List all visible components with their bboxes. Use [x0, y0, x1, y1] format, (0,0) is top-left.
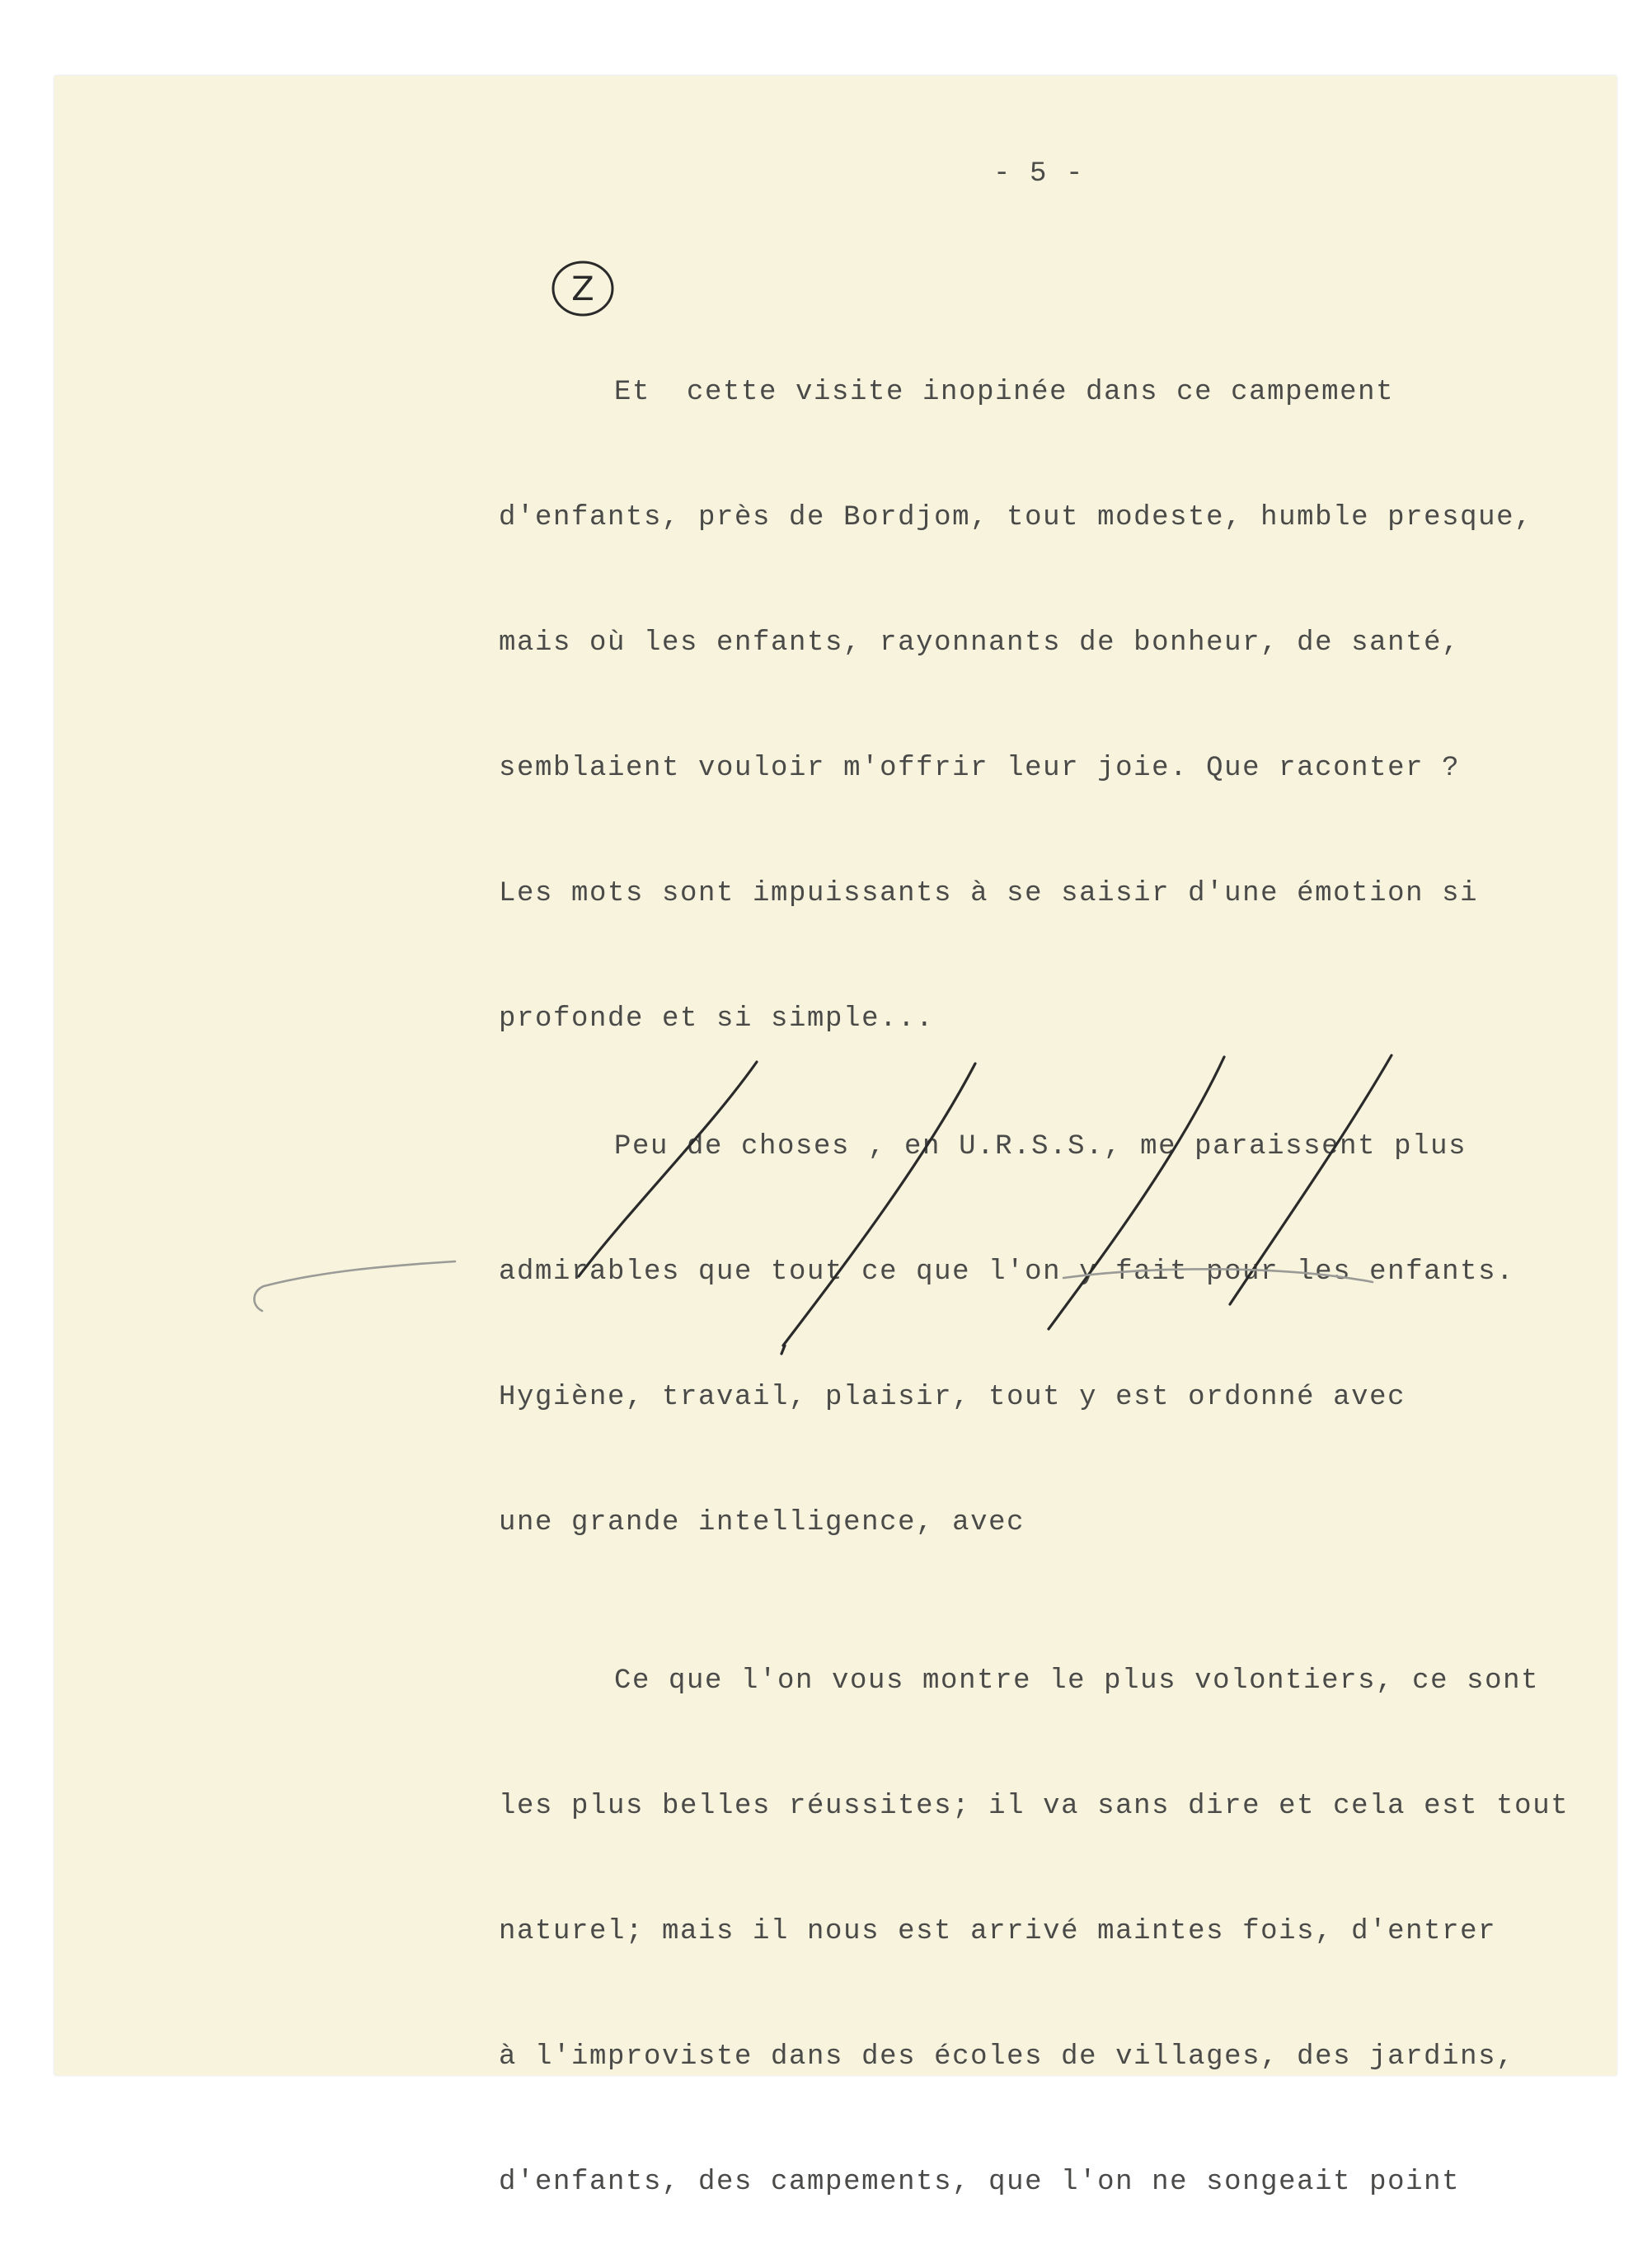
circled-letter: Z: [571, 270, 594, 308]
text-line: Les mots sont impuissants à se saisir d'une émotion si: [499, 878, 1479, 909]
page-number: - 5 -: [993, 158, 1085, 190]
text-line: admirables que tout ce que l'on y fait pour les enfants.: [499, 1256, 1515, 1288]
paragraph-1: [499, 298, 1532, 1082]
text-line: Hygiène, travail, plaisir, tout y est ordonné avec: [499, 1382, 1406, 1413]
text-line: mais où les enfants, rayonnants de bonheur, de santé,: [499, 627, 1461, 659]
text-line: à l'improviste dans des écoles de villages, des jardins,: [499, 2041, 1515, 2073]
text-line: Et cette visite inopinée dans ce campement: [614, 377, 1395, 408]
text-line: d'enfants, près de Bordjom, tout modeste, humble presque,: [499, 502, 1533, 533]
text-line: semblaient vouloir m'offrir leur joie. Que raconter ?: [499, 753, 1461, 784]
text-line: profonde et si simple...: [499, 1003, 935, 1035]
text-line: Peu de choses , en U.R.S.S., me paraissent plus: [614, 1131, 1467, 1162]
text-line: les plus belles réussites; il va sans dire et cela est tout: [499, 1791, 1570, 1822]
text-line: d'enfants, des campements, que l'on ne songeait point: [499, 2167, 1461, 2198]
text-line: naturel; mais il nous est arrivé maintes fois, d'entrer: [499, 1916, 1497, 1947]
paragraph-3: [499, 1587, 1569, 2245]
text-line: Ce que l'on vous montre le plus volontiers, ce sont: [614, 1665, 1540, 1697]
paragraph-2-crossed-out: [499, 1053, 1514, 1585]
text-line: une grande intelligence, avec: [499, 1507, 1025, 1538]
